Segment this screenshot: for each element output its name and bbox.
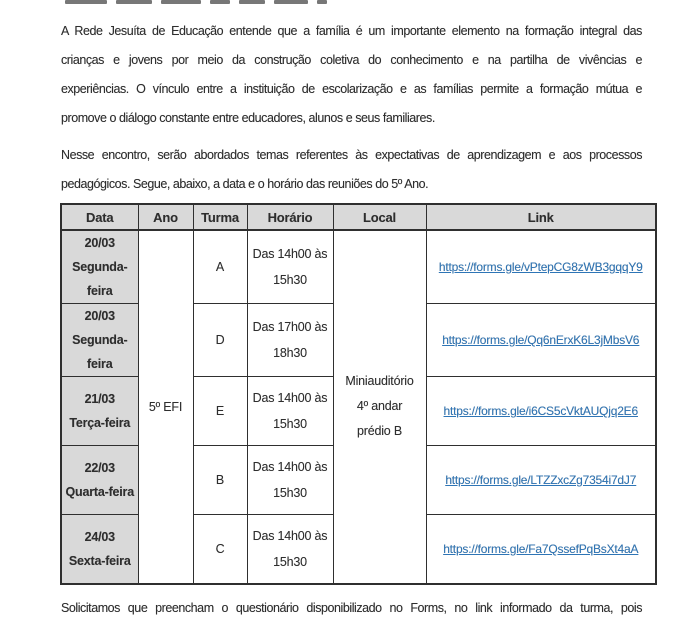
horario-cell [247, 446, 333, 515]
col-header-link: Link [426, 204, 656, 230]
schedule-table [60, 203, 657, 585]
date-value: 24/03 [84, 529, 115, 544]
weekday-line: Segunda- [72, 260, 128, 274]
horario-line: 15h30 [273, 417, 307, 431]
horario-line: Das 14h00 às [252, 528, 328, 543]
table-header-row [61, 204, 656, 230]
text-line: Solicitamos que preencham o questionário disponibilizado no Forms, no link informado da turma, pois [61, 600, 642, 615]
local-line: prédio B [357, 424, 402, 439]
date-value: 20/03 [84, 309, 115, 323]
date-value: 20/03 [84, 236, 115, 250]
col-header-horario: Horário [247, 204, 333, 230]
intro-paragraph [61, 17, 642, 133]
forms-link[interactable]: https://forms.gle/i6CS5cVktAUQjq2E6 [443, 404, 638, 418]
turma-cell: D [193, 304, 247, 377]
horario-line: 15h30 [273, 486, 307, 500]
ano-cell: 5º EFI [138, 230, 193, 584]
horario-line: Das 17h00 às [252, 320, 328, 334]
horario-line: 15h30 [273, 273, 307, 287]
text-line: experiências. O vínculo entre a instituição de escolarização e as famílias permite a formação mútua e [61, 82, 642, 96]
text-line: crianças e jovens por meio da construção coletiva do conhecimento e na partilha de vivências e [61, 53, 642, 67]
weekday-line: Segunda- [72, 333, 128, 347]
col-header-turma: Turma [193, 204, 247, 230]
horario-line: 18h30 [273, 346, 307, 360]
horario-line: 15h30 [273, 554, 307, 569]
horario-line: Das 14h00 às [252, 460, 328, 474]
weekday-line: feira [87, 284, 113, 298]
horario-line: Das 14h00 às [252, 247, 328, 261]
text-line: pedagógicos. Segue, abaixo, a data e o horário das reuniões do 5º Ano. [61, 177, 429, 191]
date-value: 21/03 [84, 392, 115, 406]
col-header-local: Local [333, 204, 426, 230]
table-row [61, 230, 656, 304]
forms-link[interactable]: https://forms.gle/Fa7QssefPqBsXt4aA [443, 541, 639, 556]
link-cell [426, 304, 656, 377]
horario-cell [247, 515, 333, 584]
link-cell [426, 230, 656, 304]
link-cell [426, 446, 656, 515]
link-cell [426, 515, 656, 584]
date-cell [61, 230, 138, 304]
forms-link[interactable]: https://forms.gle/Qq6nErxK6L3jMbsV6 [442, 333, 640, 347]
local-cell [333, 230, 426, 584]
weekday-line: Sexta-feira [68, 553, 131, 568]
weekday-line: feira [87, 357, 113, 371]
forms-link[interactable]: https://forms.gle/vPtepCG8zWB3gqqY9 [438, 260, 643, 274]
date-cell [61, 377, 138, 446]
date-cell [61, 304, 138, 377]
turma-cell: A [193, 230, 247, 304]
date-cell [61, 446, 138, 515]
text-line: promove o diálogo constante entre educadores, alunos e seus familiares. [61, 111, 435, 125]
local-line: 4º andar [356, 399, 403, 414]
weekday-line: Terça-feira [69, 416, 131, 430]
horario-cell [247, 230, 333, 304]
clipped-line-fragment [65, 0, 642, 5]
text-line: Nesse encontro, serão abordados temas referentes às expectativas de aprendizagem e aos processos [61, 148, 642, 162]
turma-cell: B [193, 446, 247, 515]
meeting-topics-paragraph [61, 141, 642, 199]
turma-cell: C [193, 515, 247, 584]
horario-cell [247, 304, 333, 377]
local-line: Miniauditório [345, 374, 414, 389]
date-cell [61, 515, 138, 584]
link-cell [426, 377, 656, 446]
forms-request-paragraph [61, 594, 642, 623]
text-line: A Rede Jesuíta de Educação entende que a família é um importante elemento na formação integral das [61, 24, 642, 38]
forms-link[interactable]: https://forms.gle/LTZZxcZg7354i7dJ7 [445, 473, 637, 487]
weekday-line: Quarta-feira [65, 485, 134, 499]
date-value: 22/03 [84, 461, 115, 475]
col-header-ano: Ano [138, 204, 193, 230]
col-header-data: Data [61, 204, 138, 230]
turma-cell: E [193, 377, 247, 446]
horario-line: Das 14h00 às [252, 391, 328, 405]
horario-cell [247, 377, 333, 446]
